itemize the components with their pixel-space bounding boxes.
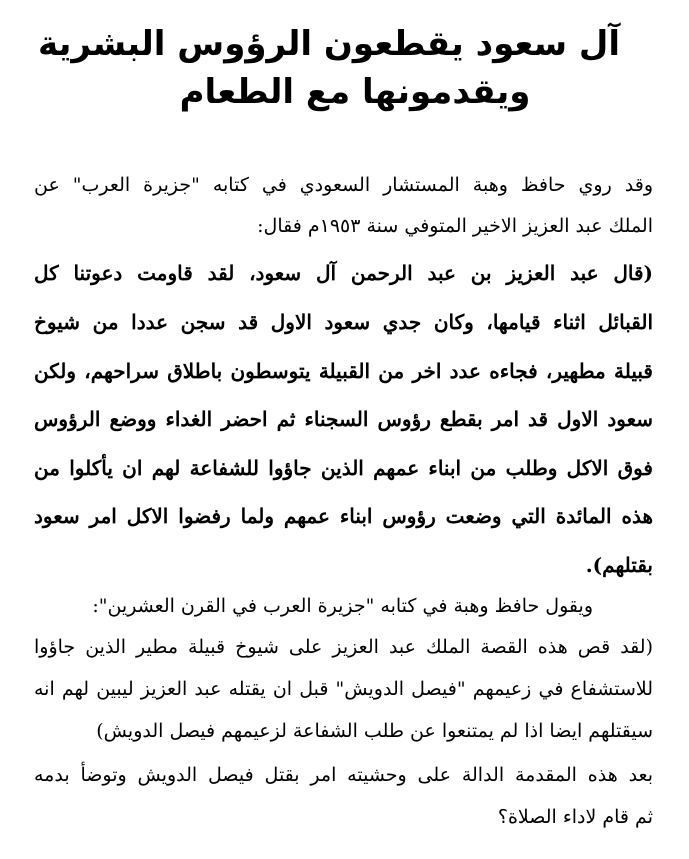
text-line-3: ويقول حافظ وهبة في كتابه "جزيرة العرب في القرن العشرين": xyxy=(92,595,593,617)
quote-line-6: هذه المائدة التي وضعت رؤوس ابناء عمهم ولما رفضوا الاكل امر سعود xyxy=(34,504,653,528)
quote2-line-1: (لقد قص هذه القصة الملك عبد العزيز على شيوخ قبيلة مطير الذين جاؤوا xyxy=(34,636,653,658)
text-line-5: ثم قام لاداء الصلاة؟ xyxy=(497,806,653,828)
quote-line-3: قبيلة مطهير، فجاءه عدد اخر من القبيلة يتوسطون باطلاق سراحهم، ولكن xyxy=(34,359,653,383)
quote-line-5: فوق الاكل وطلب من ابناء عمهم الذين جاؤوا للشفاعة لهم ان يأكلوا من xyxy=(34,456,653,480)
text-line-4: بعد هذه المقدمة الدالة على وحشيته امر بقتل فيصل الدويش وتوضأ بدمه xyxy=(34,764,653,786)
text-line-2: الملك عبد العزيز الاخير المتوفي سنة ١٩٥٣م فقال: xyxy=(257,215,653,237)
quote2-line-3: سيقتلهم ايضا اذا لم يمتنعوا عن طلب الشفاعة لزعيمهم فيصل الدويش) xyxy=(96,720,653,742)
document-title-line-1: آل سعود يقطعون الرؤوس البشرية xyxy=(38,24,620,64)
quote-line-1: (قال عبد العزيز بن عبد الرحمن آل سعود، لقد قاومت دعوتنا كل xyxy=(34,261,653,285)
quote-line-2: القبائل اثناء قيامها، وكان جدي سعود الاول قد سجن عددا من شيوخ xyxy=(34,310,653,334)
quote-line-7: بقتلهم). xyxy=(585,553,653,577)
quote-line-4: سعود الاول قد امر بقطع رؤوس السجناء ثم احضر الغداء ووضع الرؤوس xyxy=(34,407,653,431)
quote2-line-2: للاستشفاع في زعيمهم "فيصل الدويش" قبل ان يقتله عبد العزيز ليبين لهم انه xyxy=(34,678,653,700)
text-line-1: وقد روي حافظ وهبة المستشار السعودي في كتابه "جزيرة العرب" عن xyxy=(34,174,653,196)
document-title-line-2: ويقدمونها مع الطعام xyxy=(179,72,531,112)
